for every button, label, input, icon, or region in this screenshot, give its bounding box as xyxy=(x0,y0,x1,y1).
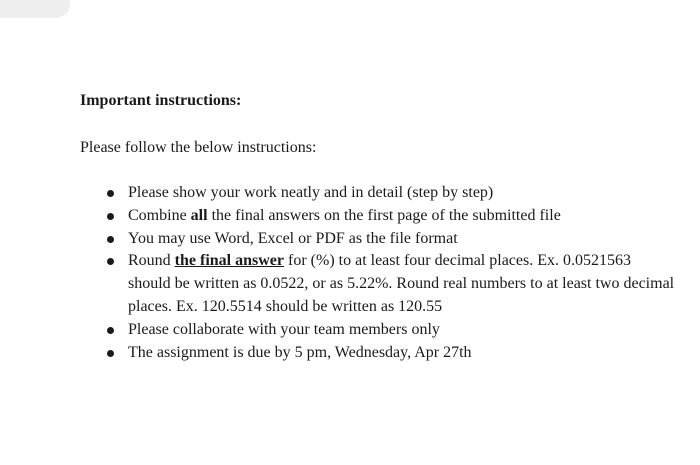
list-item-text-post: for (%) to at least four decimal places. Ex. 0.0521563 should be written as 0.0522, or as 5.22%. Round real numbers to at least two decimal places. Ex. 120.5514 should be written as 120.55 xyxy=(128,252,675,315)
list-item-text: Please show your work neatly and in detail (step by step) xyxy=(128,184,494,201)
list-item-text: You may use Word, Excel or PDF as the file format xyxy=(128,229,458,247)
list-item-text: The assignment is due by 5 pm, Wednesday, Apr 27th xyxy=(128,343,472,361)
list-item-text: Please collaborate with your team members only xyxy=(128,320,440,338)
bullet-icon xyxy=(107,258,114,265)
instructions-heading: Important instructions: xyxy=(80,92,242,109)
list-item-emphasis: all xyxy=(190,206,208,224)
list-item xyxy=(107,205,677,228)
list-item xyxy=(107,250,677,318)
list-item-text-pre: Round xyxy=(128,252,175,270)
list-item xyxy=(107,228,677,251)
bullet-icon xyxy=(107,350,114,357)
list-item xyxy=(107,319,677,342)
instructions-list xyxy=(107,182,677,364)
list-item-text-pre: Combine xyxy=(128,206,191,224)
list-item-emphasis: the final answer xyxy=(174,252,284,270)
instructions-intro: Please follow the below instructions: xyxy=(80,139,317,156)
bullet-icon xyxy=(107,213,114,220)
bullet-icon xyxy=(107,327,114,334)
bullet-icon xyxy=(107,236,114,243)
corner-shade xyxy=(0,0,70,18)
bullet-icon xyxy=(107,190,114,197)
document-body xyxy=(80,88,680,361)
list-item xyxy=(107,182,677,205)
list-item-text-post: the final answers on the first page of the submitted file xyxy=(207,206,561,224)
list-item xyxy=(107,342,677,365)
